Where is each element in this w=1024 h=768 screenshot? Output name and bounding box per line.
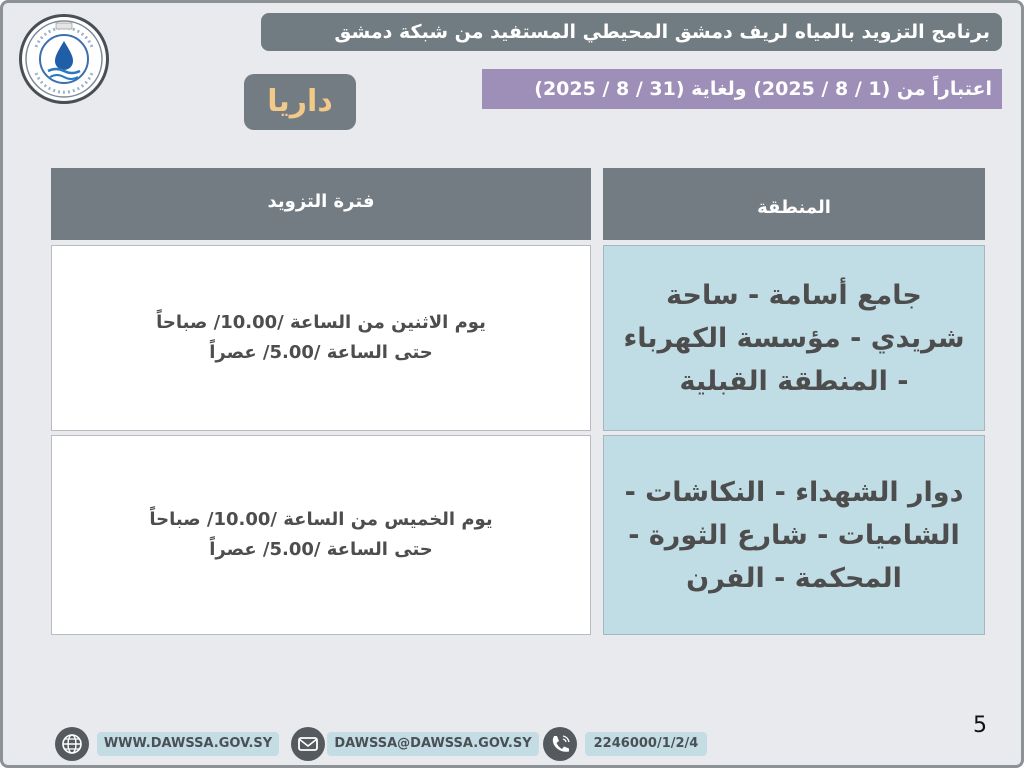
mail-icon xyxy=(291,727,325,761)
supply-end: حتى الساعة /5.00/ عصراً xyxy=(209,539,433,560)
phone-icon xyxy=(543,727,577,761)
area-cell xyxy=(603,245,985,431)
supply-end: حتى الساعة /5.00/ عصراً xyxy=(209,342,433,363)
supply-start: يوم الخميس من الساعة /10.00/ صباحاً xyxy=(149,509,493,530)
schedule-title: برنامج التزويد بالمياه لريف دمشق المحيطي المستفيد من شبكة دمشق xyxy=(261,13,1002,51)
area-list: دوار الشهداء - النكاشات - الشاميات - شارع الثورة - المحكمة - الفرن xyxy=(624,476,964,594)
date-range: اعتباراً من (1 / 8 / 2025) ولغاية (31 / 8 / 2025) xyxy=(482,69,1002,109)
supply-period-header: فترة التزويد xyxy=(51,168,591,240)
supply-start: يوم الاثنين من الساعة /10.00/ صباحاً xyxy=(156,312,486,333)
area-list: جامع أسامة - ساحة شريدي - مؤسسة الكهرباء - المنطقة القبلية xyxy=(623,279,965,397)
area-cell xyxy=(603,435,985,635)
area-header: المنطقة xyxy=(603,168,985,240)
phone-number: 2246000/1/2/4 xyxy=(585,732,707,756)
supply-period-cell xyxy=(51,245,591,431)
city-name: داريا xyxy=(244,74,356,130)
page-number: 5 xyxy=(973,713,987,738)
website-link[interactable]: WWW.DAWSSA.GOV.SY xyxy=(97,732,279,756)
globe-icon xyxy=(55,727,89,761)
organization-logo xyxy=(19,14,109,104)
email-link[interactable]: DAWSSA@DAWSSA.GOV.SY xyxy=(327,732,539,756)
supply-period-cell xyxy=(51,435,591,635)
